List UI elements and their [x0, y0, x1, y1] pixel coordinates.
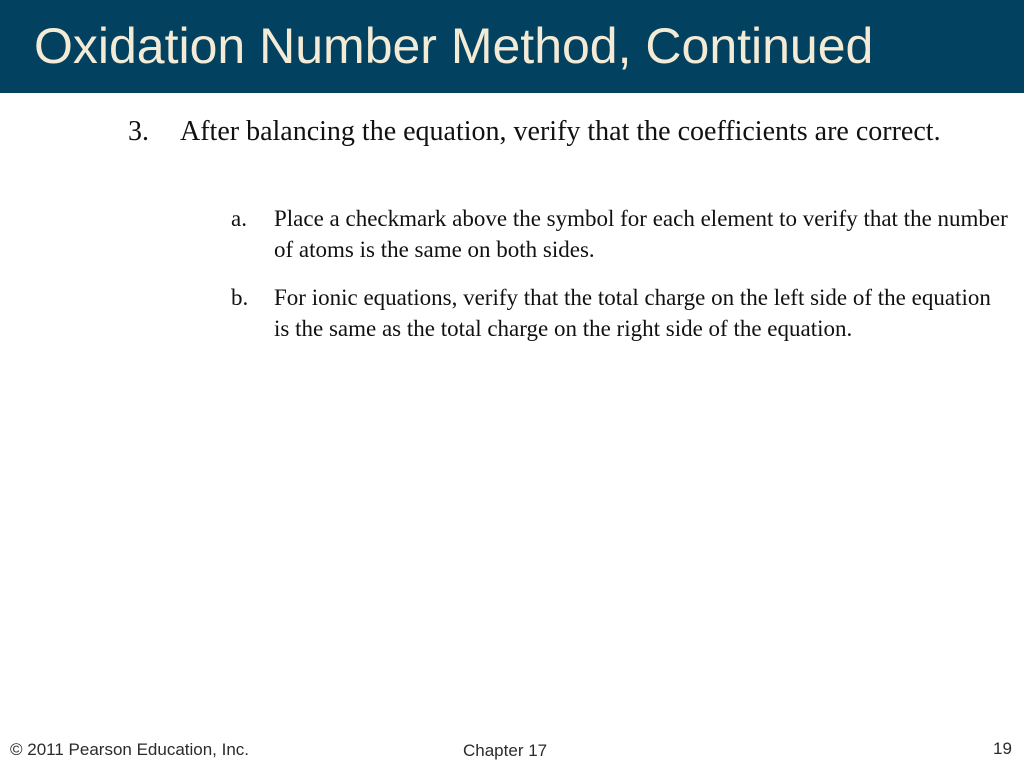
list-item-text: After balancing the equation, verify that the coefficients are correct.	[180, 116, 941, 147]
footer-chapter: Chapter 17	[463, 741, 548, 760]
slide-title: Oxidation Number Method, Continued	[34, 18, 874, 74]
sub-item-text: For ionic equations, verify that the total charge on the left side of the equation is the same as the total charge on the right side of the equation.	[274, 285, 991, 341]
list-marker: 3.	[128, 116, 149, 147]
sub-item-marker: a.	[231, 206, 247, 231]
footer-page-number: 19	[993, 739, 1012, 758]
footer-copyright: © 2011 Pearson Education, Inc.	[10, 740, 250, 759]
sub-item-text: Place a checkmark above the symbol for each element to verify that the number of atoms is the same on both sides.	[274, 206, 1008, 262]
sub-item-marker: b.	[231, 285, 249, 310]
